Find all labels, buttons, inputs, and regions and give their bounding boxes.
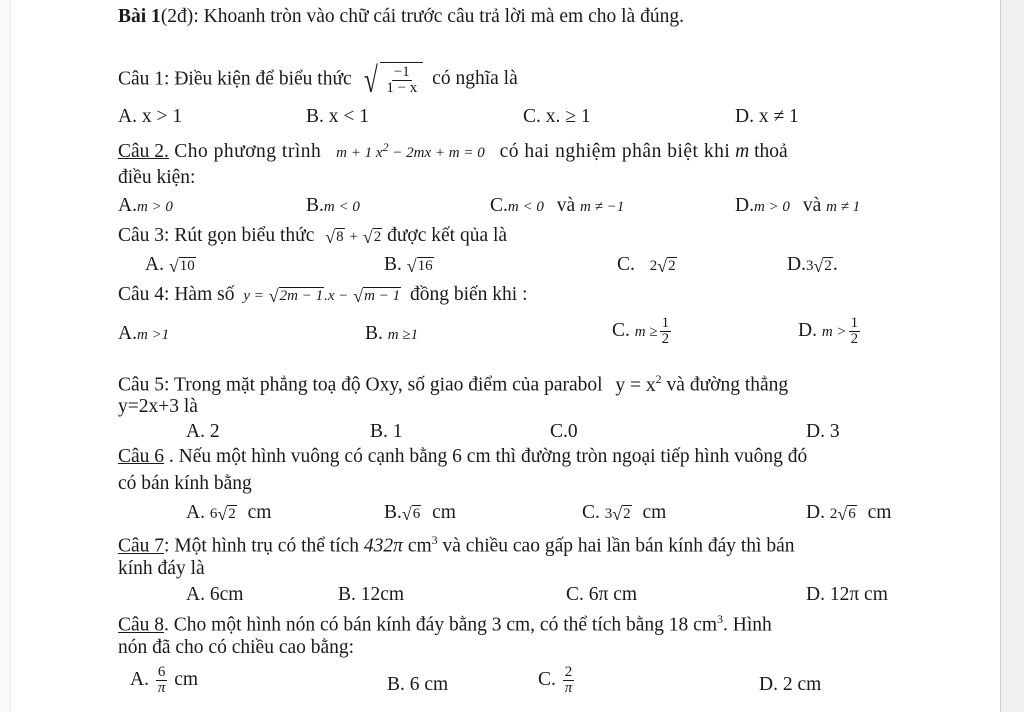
q4-text: Câu 4: Hàm số	[118, 284, 235, 305]
q1-text-end: có nghĩa là	[432, 68, 518, 90]
q6-option-c[interactable]: C. 3 √ 2 cm	[582, 502, 667, 524]
q1-sqrt-expression: √ $\frac{-1}{1 - x}$	[361, 62, 424, 98]
q5-text-end: và đường thẳng	[666, 374, 789, 396]
question-7: Câu 7: Một hình trụ có thể tích 432π $cm^3$ và chiều cao gấp hai lần bán kính đáy thì bán	[118, 533, 795, 557]
question-6	[118, 446, 807, 468]
question-8: Câu 8. Cho một hình nón có bán kính đáy bằng 3 cm, có thể tích bằng 18 $cm^3$. Hình	[118, 612, 772, 636]
q1-text: Câu 1: Điều kiện để biểu thức	[118, 68, 352, 90]
page-left-frame	[0, 0, 11, 712]
q7-option-d[interactable]: D. 12π cm	[806, 584, 888, 605]
q1-frac-num: −1	[393, 64, 410, 80]
q5-text: Câu 5: Trong mặt phẳng toạ độ Oxy, số giao điểm của parabol	[118, 374, 603, 396]
q7-line-2: kính đáy là	[118, 558, 205, 579]
q4-option-a[interactable]: A.m >1	[118, 323, 170, 344]
q6-label: Câu 6	[118, 446, 165, 467]
q2-option-d[interactable]: D.m > 0 và m ≠ 1	[735, 195, 861, 216]
exercise-instruction: : Khoanh tròn vào chữ cái trước câu trả lời mà em cho là đúng.	[193, 6, 684, 27]
q8-text-end: . Hình	[723, 614, 772, 636]
q2-text: Cho phương trình	[168, 141, 322, 162]
q5-line-2: y=2x+3 là	[118, 396, 198, 417]
q3-option-d[interactable]: D.3 √ 2 .	[787, 254, 838, 276]
q3-text-end: được kết qủa là	[387, 225, 508, 246]
q7-label: Câu 7	[118, 535, 165, 557]
q2-option-a[interactable]: A.m > 0	[118, 195, 173, 216]
q2-line-2: điều kiện:	[118, 167, 196, 188]
q5-option-c[interactable]: C.0	[550, 421, 578, 442]
q8-option-b[interactable]: B. 6 cm	[387, 674, 449, 695]
q2-text-mid: có hai nghiệm phân biệt khi	[499, 141, 731, 162]
q4-option-b[interactable]: B. m ≥1	[365, 323, 419, 344]
q7-text-end: và chiều cao gấp hai lần bán kính đáy thì bán	[442, 535, 795, 557]
q8-option-d[interactable]: D. 2 cm	[759, 674, 822, 695]
q2-var-m: m	[735, 141, 750, 162]
q8-line-2: nón đã cho có chiều cao bằng:	[118, 637, 355, 658]
q2-text-end: thoả	[754, 141, 788, 162]
q4-text-end: đồng biến khi :	[409, 284, 528, 305]
question-4: Câu 4: Hàm số y = √ 2m − 1 .x − √ m − 1 đồng biến khi :	[118, 284, 528, 306]
q8-option-a[interactable]: A. $\frac{6}{\pi}$ cm	[130, 664, 199, 696]
q1-option-d[interactable]: D. x ≠ 1	[735, 106, 799, 127]
q6-option-d[interactable]: D. 2 √ 6 cm	[806, 502, 892, 524]
q4-option-d[interactable]: D. m > $\frac{1}{2}$	[798, 315, 859, 347]
q1-option-c[interactable]: C. x. ≥ 1	[523, 106, 591, 127]
q2-equation: m + 1 $x^2 - 2mx + m = 0$	[336, 140, 485, 161]
q7-option-b[interactable]: B. 12cm	[338, 584, 405, 605]
q2-label: Câu 2.	[118, 141, 169, 162]
q6-line-2: có bán kính bằng	[118, 473, 252, 494]
question-2	[118, 136, 788, 164]
q1-frac-den: 1 − x	[386, 80, 418, 96]
q1-option-b[interactable]: B. x < 1	[306, 106, 370, 127]
question-5: Câu 5: Trong mặt phẳng toạ độ Oxy, số giao điểm của parabol $y = x^2$ và đường thẳng	[118, 372, 789, 396]
exercise-label: Bài 1	[118, 6, 161, 27]
exercise-points: (2đ)	[160, 6, 194, 27]
exercise-header	[118, 6, 684, 28]
question-3: Câu 3: Rút gọn biểu thức √ 8 + √ 2 được kết qủa là	[118, 225, 508, 247]
q3-option-b[interactable]: B. √ 16	[384, 254, 433, 276]
page-right-frame	[1000, 0, 1024, 712]
q2-option-b[interactable]: B.m < 0	[306, 195, 360, 216]
q7-text: : Một hình trụ có thể tích	[164, 535, 360, 557]
q4-option-c[interactable]: C. m ≥ $\frac{1}{2}$	[612, 315, 670, 347]
q6-text: . Nếu một hình vuông có cạnh bằng 6 cm thì đường tròn ngoại tiếp hình vuông đó	[164, 446, 808, 467]
q3-text: Câu 3: Rút gọn biểu thức	[118, 225, 315, 246]
q5-option-d[interactable]: D. 3	[806, 421, 840, 442]
q2-option-c[interactable]: C.m < 0 và m ≠ −1	[490, 195, 625, 216]
question-1	[118, 62, 518, 98]
q3-option-c[interactable]: C. 2 √ 2	[617, 254, 676, 276]
q8-label: Câu 8	[118, 614, 165, 636]
q8-text: . Cho một hình nón có bán kính đáy bằng 3 cm, có thể tích bằng	[164, 614, 664, 636]
q7-option-c[interactable]: C. 6π cm	[566, 584, 638, 605]
q8-option-c[interactable]: C. $\frac{2}{\pi}$	[538, 664, 573, 696]
q1-option-a[interactable]: A. x > 1	[118, 106, 183, 127]
q5-option-b[interactable]: B. 1	[370, 421, 403, 442]
q5-option-a[interactable]: A. 2	[186, 421, 220, 442]
q3-option-a[interactable]: A. √ 10	[145, 254, 195, 276]
q6-option-a[interactable]: A. 6 √ 2 cm	[186, 502, 272, 524]
q6-option-b[interactable]: B. √ 6 cm	[384, 502, 456, 524]
q7-option-a[interactable]: A. 6cm	[186, 584, 244, 605]
